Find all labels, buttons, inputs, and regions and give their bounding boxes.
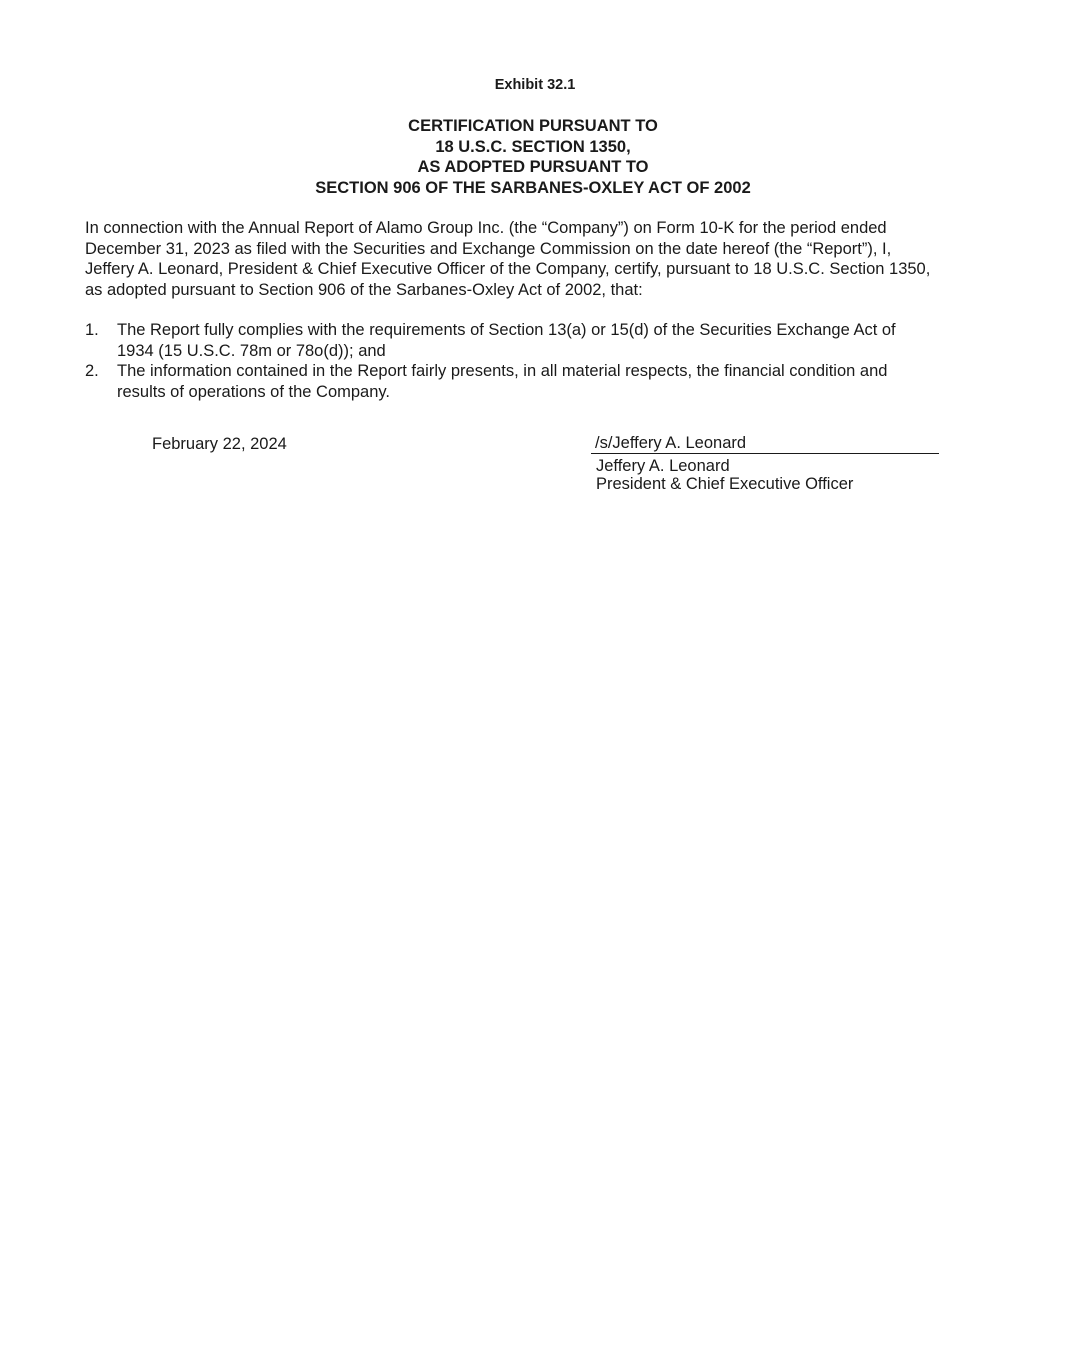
title-line: AS ADOPTED PURSUANT TO (417, 158, 649, 176)
title-line: 18 U.S.C. SECTION 1350, (435, 137, 631, 156)
list-item-line: 1934 (15 U.S.C. 78m or 78o(d)); and (117, 341, 386, 360)
intro-line: as adopted pursuant to Section 906 of the Sarbanes-Oxley Act of 2002, that: (85, 280, 643, 299)
intro-line: Jeffery A. Leonard, President & Chief Executive Officer of the Company, certify, pursuant to 18 U.S.C. Section 1350, (85, 260, 931, 278)
list-item-number: 1. (85, 321, 99, 339)
certification-title (0, 116, 1066, 198)
intro-paragraph (85, 218, 990, 300)
signature-block (591, 434, 939, 493)
certification-list (85, 320, 990, 402)
list-item-line: The information contained in the Report fairly presents, in all material respects, the financial condition and (117, 362, 888, 380)
title-line: CERTIFICATION PURSUANT TO (408, 117, 658, 135)
list-item (85, 361, 990, 402)
title-line: SECTION 906 OF THE SARBANES-OXLEY ACT OF 2002 (315, 178, 751, 197)
signature-date: February 22, 2024 (152, 435, 287, 453)
intro-line: December 31, 2023 as filed with the Securities and Exchange Commission on the date hereof (the “Report”), I, (85, 239, 892, 258)
signer-title: President & Chief Executive Officer (596, 474, 854, 493)
exhibit-label: Exhibit 32.1 (494, 77, 576, 93)
intro-line: In connection with the Annual Report of Alamo Group Inc. (the “Company”) on Form 10-K for the period ended (85, 219, 887, 237)
list-item-line: results of operations of the Company. (117, 382, 391, 401)
signature-line: /s/Jeffery A. Leonard (591, 434, 939, 454)
list-item-number: 2. (85, 362, 99, 380)
signer-name: Jeffery A. Leonard (596, 457, 730, 475)
list-item (85, 320, 990, 361)
list-item-line: The Report fully complies with the requirements of Section 13(a) or 15(d) of the Securities Exchange Act of (117, 321, 896, 339)
